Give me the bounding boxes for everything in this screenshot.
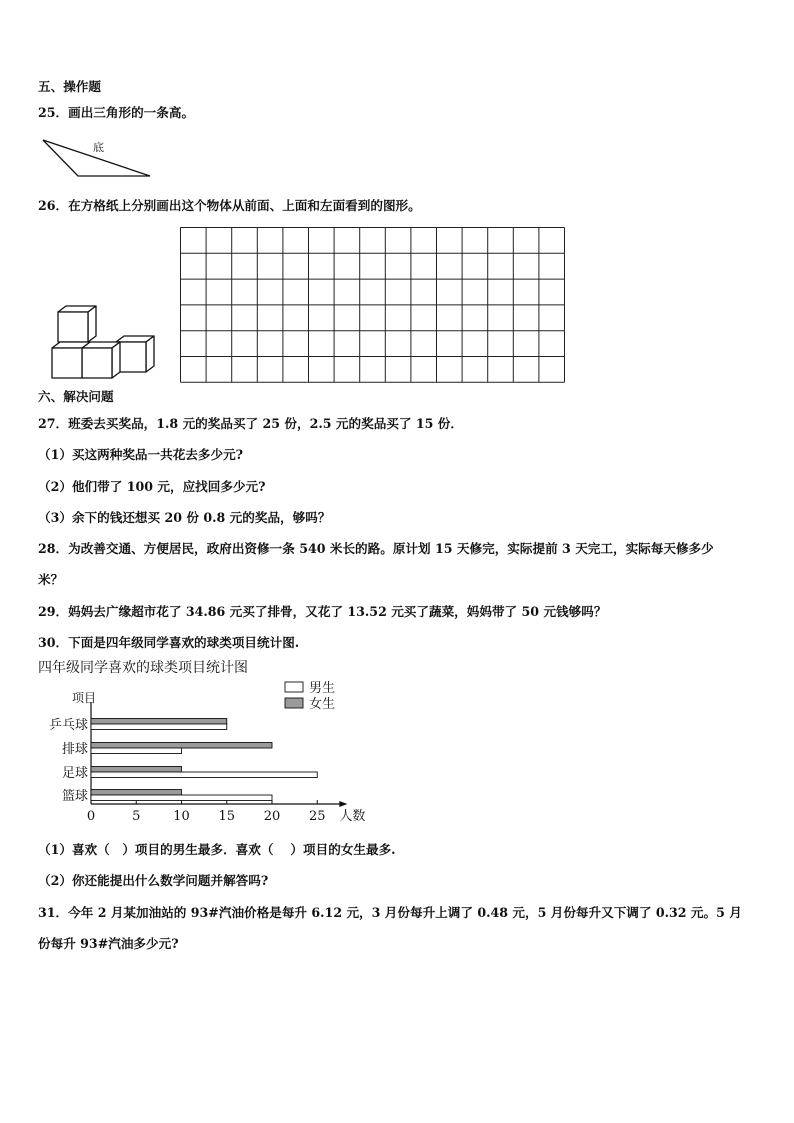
bar-boys	[91, 748, 182, 754]
cube-right	[116, 336, 154, 372]
question-25: 25．画出三角形的一条高。	[38, 105, 195, 120]
bar-girls	[91, 767, 182, 773]
legend-swatch	[285, 698, 303, 708]
bar-boys	[91, 772, 317, 778]
question-27-part-1: （1）买这两种奖品一共花去多少元?	[38, 447, 244, 462]
triangle-figure	[40, 136, 155, 182]
question-27-part-2: （2）他们带了 100 元，应找回多少元?	[38, 479, 266, 494]
category-label: 排球	[61, 742, 88, 757]
question-30-part-2: （2）你还能提出什么数学问题并解答吗?	[38, 873, 269, 888]
x-tick-label: 25	[308, 809, 326, 824]
grid-paper	[180, 227, 564, 384]
legend-label: 女生	[309, 697, 336, 712]
question-31-line-2: 份每升 93#汽油多少元?	[38, 936, 179, 951]
bar-boys	[91, 795, 272, 801]
x-tick-label: 10	[173, 809, 190, 824]
ball-games-bar-chart	[30, 652, 380, 832]
bar-boys	[91, 724, 227, 730]
legend-label: 男生	[309, 681, 336, 696]
category-label: 篮球	[61, 789, 88, 804]
question-29: 29．妈妈去广缘超市花了 34.86 元买了排骨，又花了 13.52 元买了蔬菜，妈妈带了 50 元钱够吗？	[38, 604, 607, 619]
question-30: 30．下面是四年级同学喜欢的球类项目统计图.	[38, 635, 300, 650]
triangle-base-label: 底	[93, 141, 104, 154]
section-title-solve: 六、解决问题	[38, 389, 114, 404]
question-27-part-3: （3）余下的钱还想买 20 份 0.8 元的奖品，够吗？	[38, 510, 331, 525]
question-28-line-2: 米？	[38, 572, 64, 587]
bar-girls	[91, 790, 182, 796]
cube-top	[58, 306, 96, 342]
cube-middle	[82, 342, 120, 378]
x-tick-label: 15	[218, 809, 236, 824]
question-28-line-1: 28．为改善交通、方便居民，政府出资修一条 540 米长的路。原计划 15 天修完，实际提前 3 天完工，实际每天修多少	[38, 541, 714, 556]
chart-title: 四年级同学喜欢的球类项目统计图	[38, 660, 248, 676]
question-30-part-1: （1）喜欢（ ）项目的男生最多．喜欢（ ）项目的女生最多.	[38, 842, 396, 857]
y-axis-label: 项目	[72, 691, 97, 705]
x-axis-label: 人数	[339, 809, 366, 824]
section-title-operation: 五、操作题	[38, 79, 101, 94]
bar-girls	[91, 743, 272, 749]
category-label: 乒乓球	[48, 718, 88, 733]
bar-girls	[91, 719, 227, 725]
cube-figure	[48, 305, 160, 383]
question-26: 26．在方格纸上分别画出这个物体从前面、上面和左面看到的图形。	[38, 198, 421, 213]
legend-swatch	[285, 682, 303, 692]
category-label: 足球	[61, 766, 88, 781]
question-31-line-1: 31．今年 2 月某加油站的 93#汽油价格是每升 6.12 元，3 月份每升上调了 0.48 元，5 月份每升又下调了 0.32 元。5 月	[38, 905, 742, 920]
x-axis-arrow	[339, 801, 347, 807]
x-tick-label: 20	[263, 809, 281, 824]
x-tick-label: 0	[86, 809, 96, 824]
x-tick-label: 5	[132, 809, 141, 824]
question-27: 27．班委去买奖品，1.8 元的奖品买了 25 份，2.5 元的奖品买了 15 份．	[38, 416, 463, 431]
